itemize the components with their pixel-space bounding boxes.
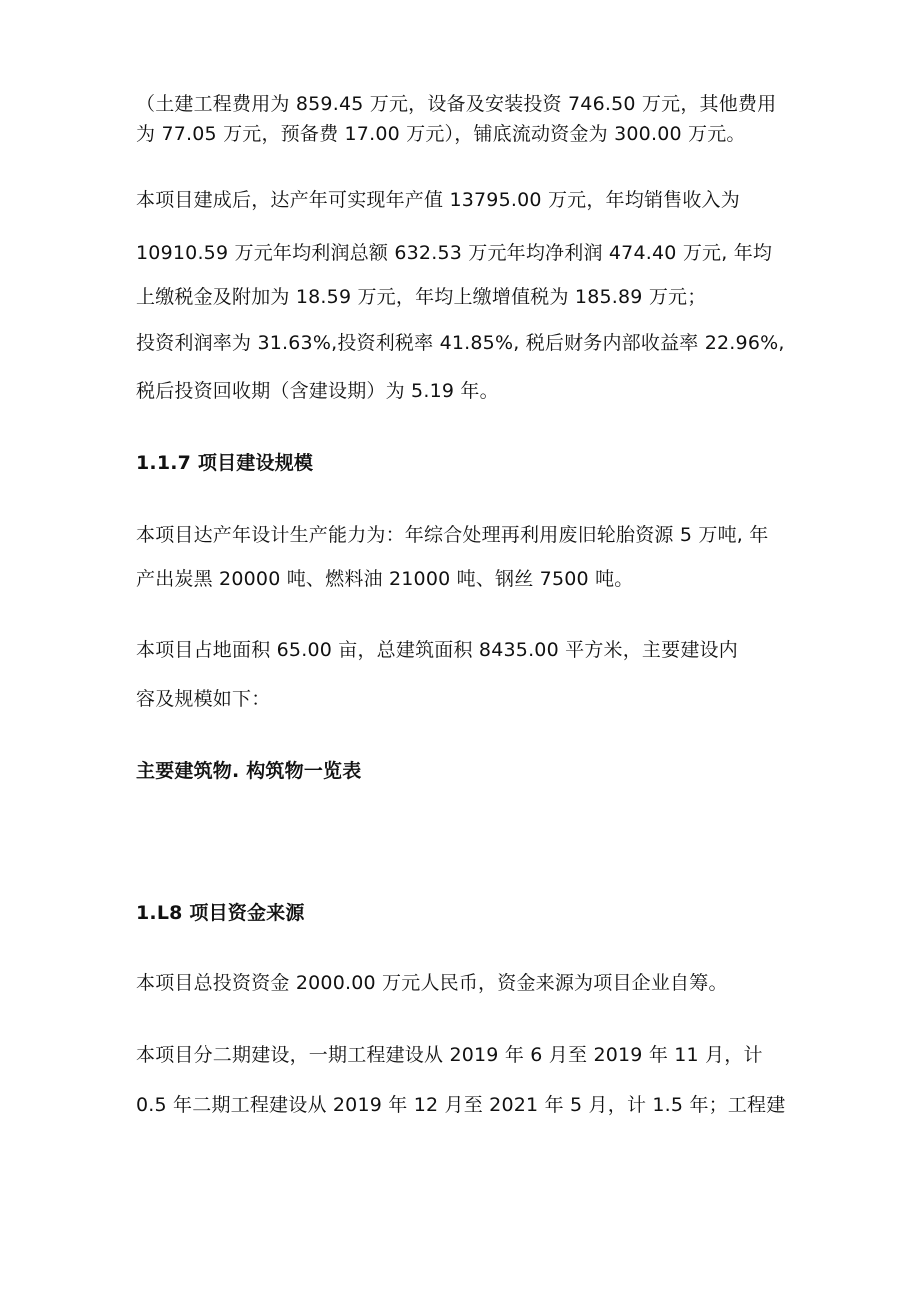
section-heading: 1.L8 项目资金来源 [136,902,305,924]
text-line: （土建工程费用为 859.45 万元，设备及安装投资 746.50 万元，其他费用 [136,93,777,115]
text-line: 为 77.05 万元，预备费 17.00 万元），铺底流动资金为 300.00 万元。 [136,123,746,145]
text-line: 本项目达产年设计生产能力为：年综合处理再利用废旧轮胎资源 5 万吨, 年 [136,524,769,546]
text-line: 本项目总投资资金 2000.00 万元人民币，资金来源为项目企业自筹。 [136,972,728,994]
text-line: 0.5 年二期工程建设从 2019 年 12 月至 2021 年 5 月，计 1.5 年；工程建 [136,1094,786,1116]
text-line: 本项目建成后，达产年可实现年产值 13795.00 万元，年均销售收入为 [136,189,740,211]
text-line: 10910.59 万元年均利润总额 632.53 万元年均净利润 474.40 万元, 年均 [136,242,773,264]
text-line: 税后投资回收期（含建设期）为 5.19 年。 [136,380,499,402]
text-line: 投资利润率为 31.63%,投资利税率 41.85%, 税后财务内部收益率 22.96%, [136,332,785,354]
text-line: 产出炭黑 20000 吨、燃料油 21000 吨、钢丝 7500 吨。 [136,568,634,590]
section-heading: 1.1.7 项目建设规模 [136,452,314,474]
text-line: 本项目分二期建设，一期工程建设从 2019 年 6 月至 2019 年 11 月，计 [136,1044,763,1066]
text-line: 上缴税金及附加为 18.59 万元，年均上缴增值税为 185.89 万元； [136,286,707,308]
text-line: 本项目占地面积 65.00 亩，总建筑面积 8435.00 平方米，主要建设内 [136,639,738,661]
text-line: 容及规模如下： [136,688,271,710]
table-title: 主要建筑物. 构筑物一览表 [136,760,362,782]
